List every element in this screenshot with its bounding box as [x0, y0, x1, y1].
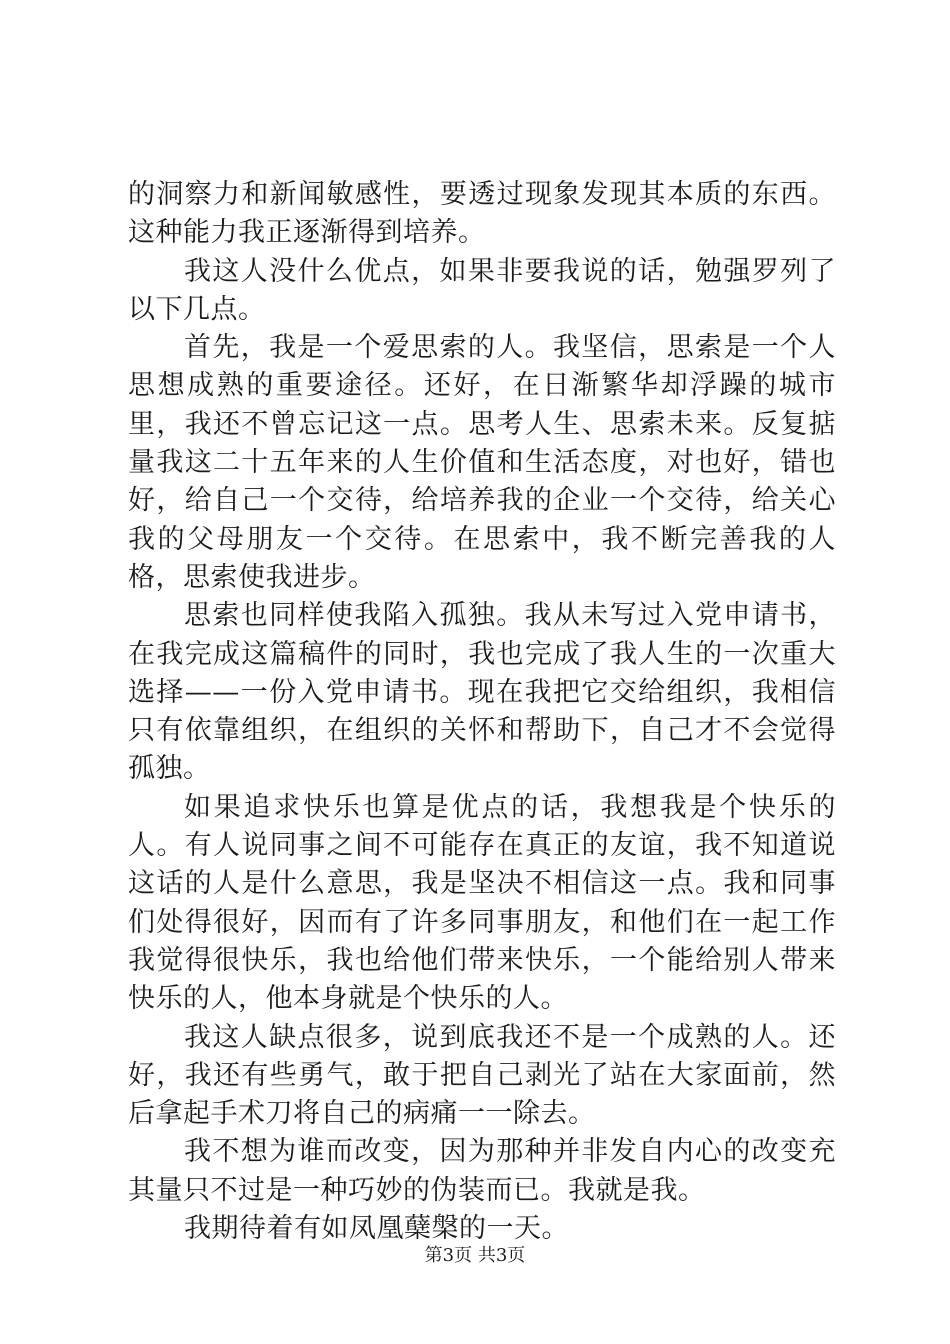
paragraph: 我这人没什么优点，如果非要我说的话，勉强罗列了以下几点。: [128, 255, 836, 325]
document-body: [128, 176, 836, 1248]
page-number-label: 第3页 共3页: [424, 1245, 526, 1266]
paragraph: 如果追求快乐也算是优点的话，我想我是个快乐的人。有人说同事之间不可能存在真正的友谊，我不知道说这话的人是什么意思，我是坚决不相信这一点。我和同事们处得很好，因而有了许多同事朋友，和他们在一起工作我觉得很快乐，我也给他们带来快乐，一个能给别人带来快乐的人，他本身就是个快乐的人。: [128, 791, 836, 1015]
paragraph: 思索也同样使我陷入孤独。我从未写过入党申请书，在我完成这篇稿件的同时，我也完成了我人生的一次重大选择——一份入党申请书。现在我把它交给组织，我相信只有依靠组织，在组织的关怀和帮助下，自己才不会觉得孤独。: [128, 600, 836, 785]
page-footer: [0, 1244, 950, 1268]
paragraph: 我这人缺点很多，说到底我还不是一个成熟的人。还好，我还有些勇气，敢于把自己剥光了站在大家面前，然后拿起手术刀将自己的病痛一一除去。: [128, 1021, 836, 1130]
paragraph: 首先，我是一个爱思索的人。我坚信，思索是一个人思想成熟的重要途径。还好，在日渐繁华却浮躁的城市里，我还不曾忘记这一点。思考人生、思索未来。反复掂量我这二十五年来的人生价值和生活态度，对也好，错也好，给自己一个交待，给培养我的企业一个交待，给关心我的父母朋友一个交待。在思索中，我不断完善我的人格，思索使我进步。: [128, 332, 836, 593]
paragraph: 我不想为谁而改变，因为那种并非发自内心的改变充其量只不过是一种巧妙的伪装而已。我就是我。: [128, 1136, 836, 1206]
paragraph: 我期待着有如凤凰蘖槃的一天。: [184, 1213, 569, 1245]
paragraph: 的洞察力和新闻敏感性，要透过现象发现其本质的东西。这种能力我正逐渐得到培养。: [128, 179, 836, 249]
